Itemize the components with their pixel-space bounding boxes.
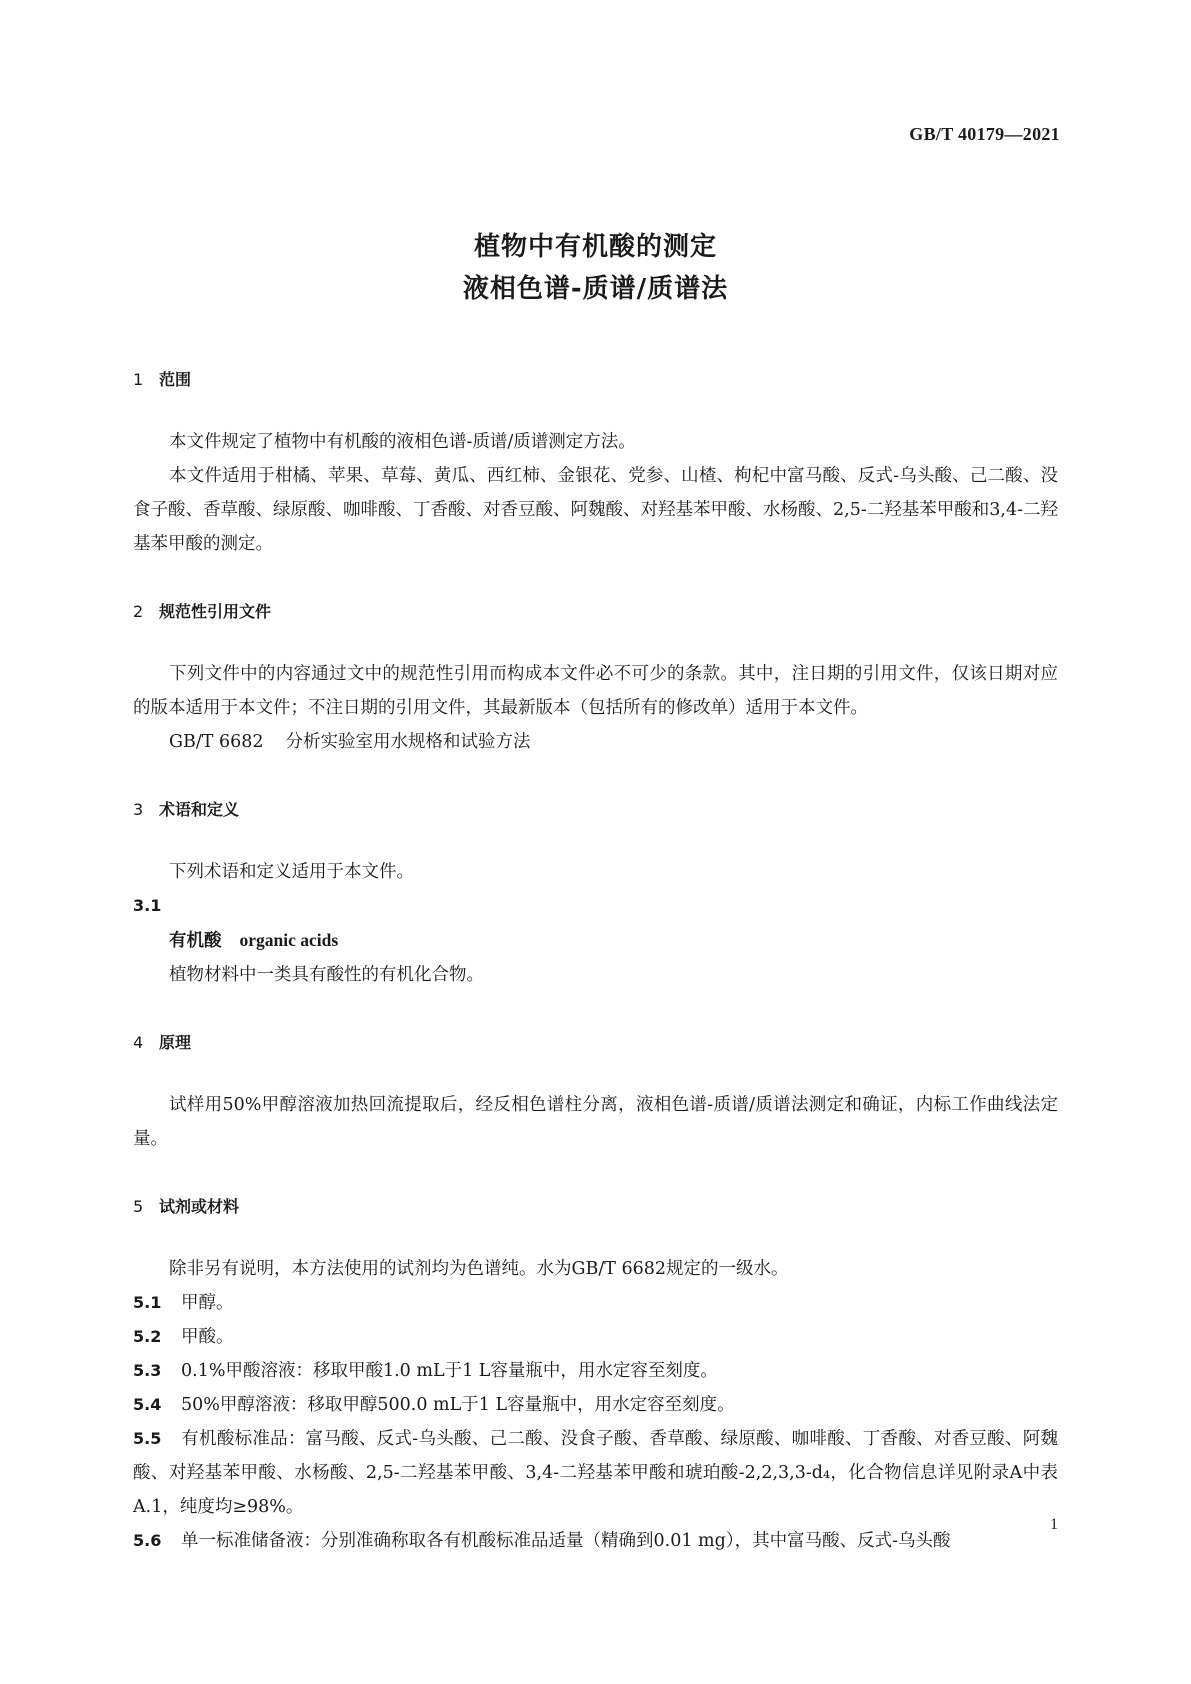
list-item: 5.3 0.1%甲酸溶液：移取甲酸1.0 mL于1 L容量瓶中，用水定容至刻度。 [133, 1361, 718, 1381]
paragraph: 下列文件中的内容通过文中的规范性引用而构成本文件必不可少的条款。其中，注日期的引用文件，仅该日期对应的版本适用于本文件；不注日期的引用文件，其最新版本（包括所有的修改单）适用于本文件。 [133, 664, 1058, 718]
list-item: 5.2 甲酸。 [133, 1327, 234, 1347]
list-item: 5.6 单一标准储备液：分别准确称取各有机酸标准品适量（精确到0.01 mg），其中富马酸、反式-乌头酸 [133, 1531, 951, 1551]
section-heading-principle: 4 原理 [133, 1033, 192, 1052]
section-heading-reagents: 5 试剂或材料 [133, 1197, 240, 1216]
paragraph: 本文件规定了植物中有机酸的液相色谱-质谱/质谱测定方法。 [169, 432, 636, 452]
paragraph: 下列术语和定义适用于本文件。 [169, 862, 414, 882]
section-heading-scope: 1 范围 [133, 370, 192, 389]
title-line-1: 植物中有机酸的测定 [473, 232, 717, 262]
paragraph: 除非另有说明，本方法使用的试剂均为色谱纯。水为GB/T 6682规定的一级水。 [169, 1259, 789, 1279]
standard-number: GB/T 40179—2021 [909, 124, 1060, 144]
list-item: 5.1 甲醇。 [133, 1293, 234, 1313]
section-heading-normative-references: 2 规范性引用文件 [133, 602, 272, 621]
document-body [133, 363, 1058, 1558]
term-definition: 植物材料中一类具有酸性的有机化合物。 [169, 965, 484, 985]
paragraph: 本文件适用于柑橘、苹果、草莓、黄瓜、西红柿、金银花、党参、山楂、枸杞中富马酸、反式-乌头酸、己二酸、没食子酸、香草酸、绿原酸、咖啡酸、丁香酸、对香豆酸、阿魏酸、对羟基苯甲酸、水杨酸、2,5-二羟基苯甲酸和3,4-二羟基苯甲酸的测定。 [133, 466, 1058, 554]
normative-reference: GB/T 6682 分析实验室用水规格和试验方法 [169, 732, 531, 752]
paragraph: 试样用50%甲醇溶液加热回流提取后，经反相色谱柱分离，液相色谱-质谱/质谱法测定和确证，内标工作曲线法定量。 [133, 1095, 1058, 1149]
term-clause-number: 3.1 [133, 896, 162, 915]
document-title [0, 226, 1191, 310]
term-entry: 有机酸 organic acids [169, 930, 339, 951]
section-heading-terms: 3 术语和定义 [133, 800, 240, 819]
list-item: 5.5 有机酸标准品：富马酸、反式-乌头酸、己二酸、没食子酸、香草酸、绿原酸、咖啡酸、丁香酸、对香豆酸、阿魏酸、对羟基苯甲酸、水杨酸、2,5-二羟基苯甲酸、3,4-二羟基苯甲酸和琥珀酸-2,2,3,3-d₄，化合物信息详见附录A中表A.1，纯度均≥98%。 [133, 1429, 1058, 1517]
page-number: 1 [1050, 1516, 1058, 1533]
list-item: 5.4 50%甲醇溶液：移取甲醇500.0 mL于1 L容量瓶中，用水定容至刻度。 [133, 1395, 735, 1415]
title-line-2: 液相色谱-质谱/质谱法 [462, 274, 729, 304]
